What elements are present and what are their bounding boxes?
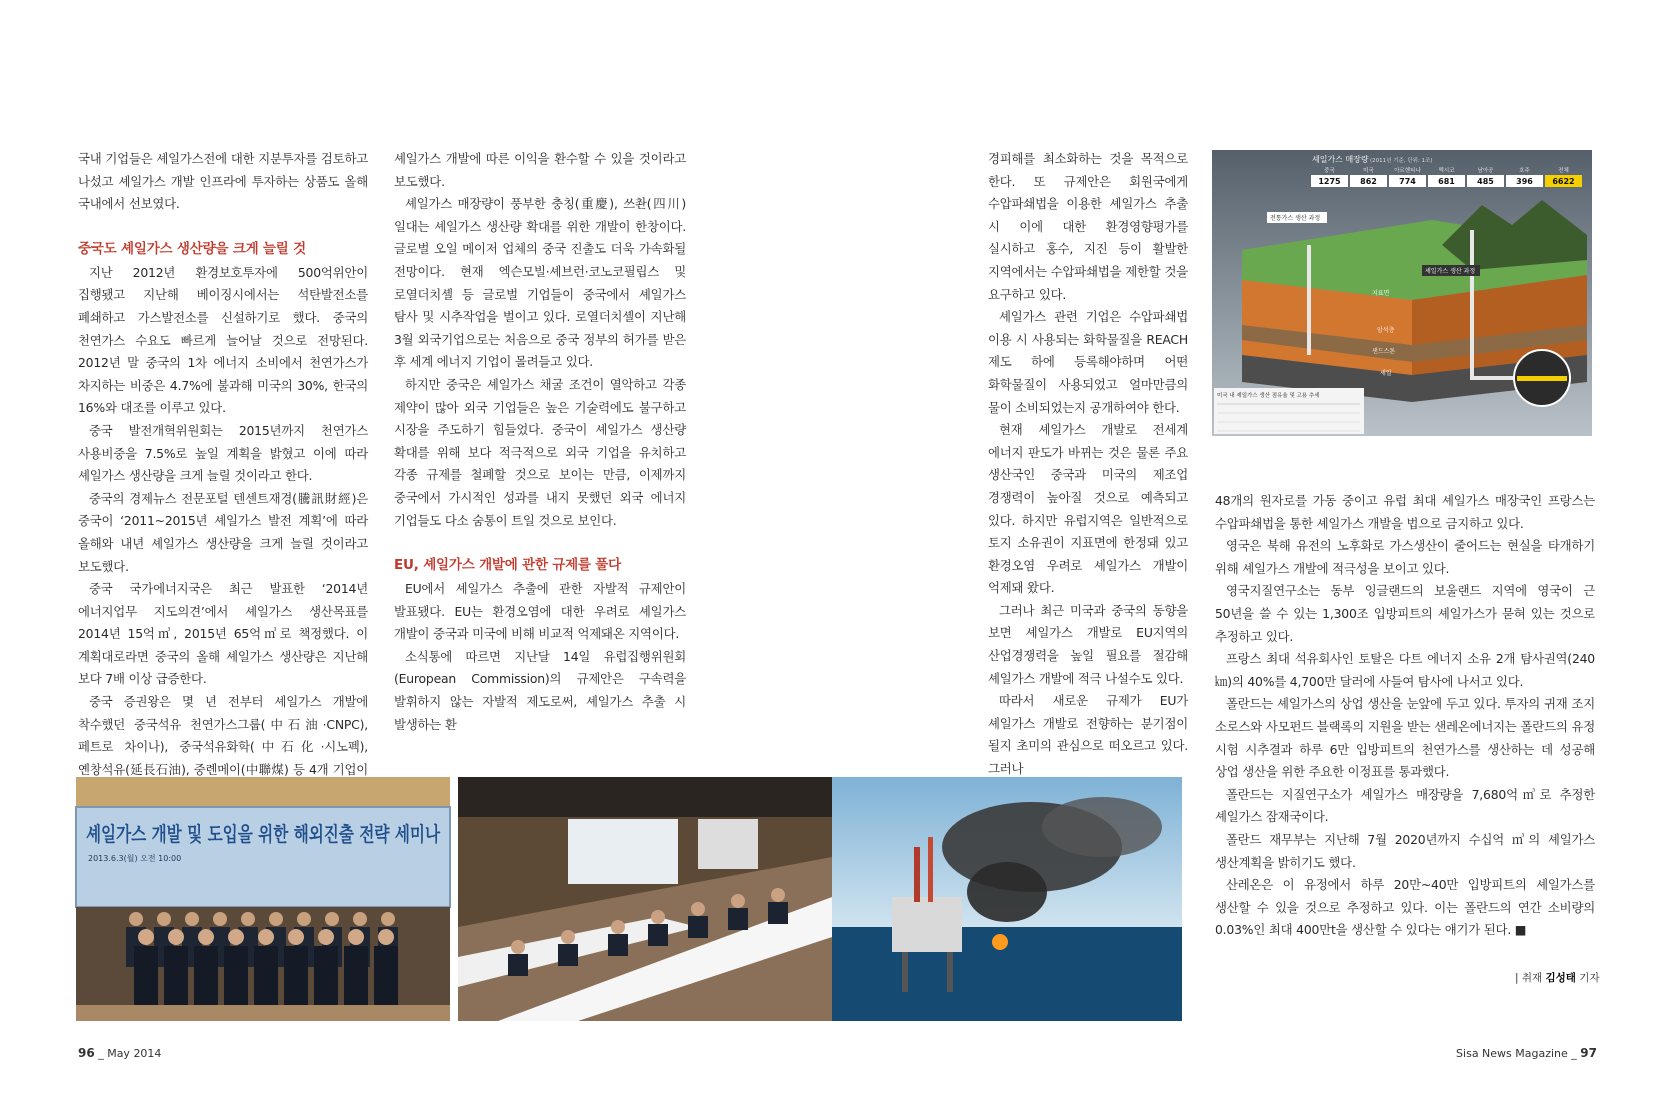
person-head (381, 912, 395, 926)
paragraph: 소식통에 따르면 지난달 14일 유럽집행위원회(European Commission)의 규제안은 구속력을 발휘하지 않는 자발적 제도로써, 셰일가스 추출 시 발생하는 환 (394, 648, 686, 732)
person-head (348, 929, 364, 945)
conference-room-photo (458, 777, 832, 1021)
person-head (353, 912, 367, 926)
person-head (213, 912, 227, 926)
person-body (608, 934, 628, 956)
seminar-photo-graphic (76, 777, 450, 1021)
shale-layer-label: 셰일 (1380, 370, 1392, 377)
shale-well (1470, 230, 1474, 380)
oil-rig (892, 897, 962, 952)
page-number-right: 97 (1580, 1046, 1597, 1060)
seminar-banner-date: 2013.6.3(월) 오전 10:00 (88, 854, 182, 863)
person-head (269, 912, 283, 926)
person-head (185, 912, 199, 926)
person-body (558, 944, 578, 966)
banner (698, 819, 758, 869)
paragraph: 프랑스 최대 석유회사인 토탈은 다트 에너지 소유 2개 탐사권역(240㎞)의 40%를 4,700만 달러에 사들여 탐사에 나서고 있다. (1215, 651, 1595, 689)
person-body (284, 946, 308, 1006)
byline-suffix: 기자 (1579, 972, 1600, 984)
reserve-country: 호주 (1519, 168, 1530, 174)
paragraph: 현재 셰일가스 개발로 전세계 에너지 판도가 바뀌는 것은 물론 주요 생산국인 중국과 미국의 제조업 경쟁력이 높아질 것으로 예측되고 있다. 하지만 유럽지역은 일반적으로 토지 소유권이 지표면에 한정돼 있고 환경오염 우려로 셰일가스 개발이 억제돼 왔다. (988, 422, 1188, 596)
flare-fire (992, 934, 1008, 950)
person-body (314, 946, 338, 1006)
person-head (138, 929, 154, 945)
paragraph: 셰일가스 개발에 따른 이익을 환수할 수 있을 것이라고 보도했다. (394, 151, 686, 189)
person-head (378, 929, 394, 945)
reporter-name: 김성태 (1545, 972, 1576, 984)
person-head (288, 929, 304, 945)
page-footer-right (1456, 1046, 1597, 1060)
paragraph: 중국 증권왕은 몇 년 전부터 셰일가스 개발에 착수했던 중국석유 천연가스그룹(中石油·CNPC), 페트로 차이나), 중국석유화학(中石化·시노펙), 옌창석유(延長石油), 중롄메이(中聯煤) 등 4개 기업이 (78, 694, 368, 777)
paragraph: EU에서 셰일가스 추출에 관한 자발적 규제안이 발표됐다. EU는 환경오염에 대한 우려로 셰일가스 개발이 중국과 미국에 비해 비교적 억제돼온 지역이다. (394, 581, 686, 642)
person-head (318, 929, 334, 945)
reserve-value: 862 (1360, 177, 1377, 186)
person-body (648, 924, 668, 946)
conference-photo-graphic (458, 777, 832, 1021)
person-body (194, 946, 218, 1006)
person-head (168, 929, 184, 945)
paragraph: 지난 2012년 환경보호투자에 500억위안이 집행됐고 지난해 베이징시에서는 석탄발전소를 폐쇄하고 가스발전소를 신설하기로 했다. 중국의 천연가스 수요도 빠르게 늘어날 것으로 전망된다. 2012년 말 중국의 1차 에너지 소비에서 천연가스가 차지하는 비중은 4.7%에 불과해 미국의 30%, 한국의 16%와 대조를 이루고 있다. (78, 264, 368, 416)
paragraph: 산레온은 이 유정에서 하루 20만~40만 입방피트의 셰일가스를 생산할 수 있을 것으로 추정하고 있다. 이는 폴란드의 연간 소비량의 0.03%인 최대 400만t을 생산할 수 있다는 얘기가 된다. ■ (1215, 877, 1595, 938)
conventional-label: 전통가스 생산 과정 (1270, 215, 1321, 222)
article-column-2 (394, 148, 686, 736)
reserve-country: 미국 (1363, 168, 1374, 174)
paragraph: 하지만 중국은 셰일가스 채굴 조건이 열악하고 각종 제약이 많아 외국 기업들은 높은 기술력에도 불구하고 시장을 주도하기 힘들었다. 중국이 셰일가스 생산량 확대를 위해 보다 적극적으로 외국 기업을 유치하고 각종 규제를 철폐할 것으로 보이는 만큼, 이제까지 중국에서 가시적인 성과를 내지 못했던 외국 에너지 기업들도 다소 숨통이 트일 것으로 보인다. (394, 376, 686, 528)
person-body (254, 946, 278, 1006)
person-head (297, 912, 311, 926)
paragraph: 영국은 북해 유전의 노후화로 가스생산이 줄어드는 현실을 타개하기 위해 셰일가스 개발에 적극성을 보이고 있다. (1215, 538, 1595, 576)
person-body (344, 946, 368, 1006)
reserve-value: 774 (1399, 177, 1416, 186)
paragraph: 그러나 최근 미국과 중국의 동향을 보면 셰일가스 개발로 EU지역의 산업경쟁력을 높일 필요를 절감해 셰일가스 개발에 적극 나설수도 있다. (988, 602, 1188, 686)
paragraph: 중국 발전개혁위원회는 2015년까지 천연가스 사용비중을 7.5%로 높일 계획을 밝혔고 이에 따라 셰일가스 생산량을 크게 늘릴 것이라고 한다. (78, 422, 368, 484)
paragraph: 영국지질연구소는 동부 잉글랜드의 보울랜드 지역에 영국이 근 50년을 쓸 수 있는 1,300조 입방피트의 셰일가스가 묻혀 있는 것으로 추정하고 있다. (1215, 583, 1595, 644)
table-title: 미국 내 셰일가스 생산 점유율 및 고용 추세 (1217, 393, 1320, 399)
person-head (731, 894, 745, 908)
article-column-1 (78, 148, 368, 804)
paragraph: 경피해를 최소화하는 것을 목적으로 한다. 또 규제안은 회원국에게 수압파쇄법을 이용한 셰일가스 추출 시 이에 대한 환경영향평가를 실시하고 홍수, 지진 등이 활발한 지역에서는 수압파쇄법을 제한할 것을 요구하고 있다. (988, 151, 1188, 302)
person-head (611, 920, 625, 934)
paragraph: 셰일가스 매장량이 풍부한 충칭(重慶), 쓰촨(四川) 일대는 셰일가스 생산량 확대를 위한 개발이 한창이다. 글로벌 오일 메이저 업체의 중국 진출도 더욱 가속화될 전망이다. 현재 엑슨모빌·셰브런·코노코필립스 및 로열더치셸 등 글로벌 기업들이 중국에서 셰일가스 탐사 및 시추작업을 벌이고 있다. 로열더치셸이 지난해 3월 외국기업으로는 처음으로 중국 정부의 허가를 받은 후 세계 에너지 기업이 몰려들고 있다. (394, 196, 686, 370)
reserve-value: 1275 (1318, 177, 1341, 186)
person-body (134, 946, 158, 1006)
section-heading-eu: EU, 셰일가스 개발에 관한 규제를 풀다 (394, 557, 621, 574)
surface-label: 지표면 (1372, 290, 1390, 297)
magazine-name: Sisa News Magazine _ (1456, 1047, 1577, 1060)
person-body (768, 902, 788, 924)
conventional-well (1307, 245, 1311, 355)
person-head (651, 910, 665, 924)
reserve-country: 전체 (1558, 168, 1569, 174)
paragraph: 따라서 새로운 규제가 EU가 셰일가스 개발로 전향하는 분기점이 될지 초미의 관심으로 떠오르고 있다. 그러나 (988, 693, 1188, 777)
person-head (771, 888, 785, 902)
paragraph: 국내 기업들은 셰일가스전에 대한 지분투자를 검토하고 나섰고 셰일가스 개발 인프라에 투자하는 상품도 올해 국내에서 선보였다. (78, 151, 368, 212)
offshore-rig-photo (832, 777, 1182, 1021)
shale-process-label: 셰일가스 생산 과정 (1425, 268, 1476, 275)
person-head (198, 929, 214, 945)
person-body (224, 946, 248, 1006)
paragraph: 48개의 원자로를 가동 중이고 유럽 최대 셰일가스 매장국인 프랑스는 수압파쇄법을 통한 셰일가스 개발을 법으로 금지하고 있다. (1215, 493, 1595, 531)
person-body (508, 954, 528, 976)
paragraph: 셰일가스 관련 기업은 수압파쇄법 이용 시 사용되는 화학물질을 REACH 제도 하에 등록해야하며 어떤 화학물질이 사용되었고 얼마만큼의 물이 소비되었는지 공개하여야 한다. (988, 309, 1188, 415)
person-head (691, 902, 705, 916)
paragraph: 폴란드는 셰일가스의 상업 생산을 눈앞에 두고 있다. 투자의 귀재 조지 소로스와 사모펀드 블랙록의 지원을 받는 샌레온에너지는 폴란드의 유정 시험 시추결과 하루 6만 입방피트의 천연가스를 생산하는 데 성공해 상업 생산을 위한 주요한 이정표를 통과했다. (1215, 696, 1595, 780)
paragraph: 중국 국가에너지국은 최근 발표한 ‘2014년 에너지업무 지도의견’에서 셰일가스 생산목표를 2014년 15억㎥, 2015년 65억㎥로 책정했다. 이 계획대로라면 중국의 올해 셰일가스 생산량은 지난해 보다 7배 이상 급증한다. (78, 581, 368, 687)
person-head (325, 912, 339, 926)
person-head (561, 930, 575, 944)
seminar-banner-title: 셰일가스 개발 및 도입을 위한 해외진출 전략 세미나 (86, 822, 441, 846)
page-number-left: 96 (78, 1046, 95, 1060)
issue-date: _ May 2014 (98, 1047, 162, 1060)
article-column-4 (1215, 490, 1595, 942)
page-footer-left (78, 1046, 161, 1060)
projection-screen (568, 819, 678, 884)
seminar-group-photo (76, 777, 450, 1021)
article-column-3 (988, 148, 1188, 781)
reserve-value: 485 (1477, 177, 1494, 186)
person-body (164, 946, 188, 1006)
paragraph: 중국의 경제뉴스 전문포털 텐센트재경(騰訊財經)은 중국이 ‘2011~2015년 셰일가스 발전 계획’에 따라 올해와 내년 셰일가스 생산량을 크게 늘릴 것이라고 보도했다. (78, 490, 368, 574)
reserve-country: 남아공 (1477, 168, 1494, 174)
infographic-graphic (1212, 150, 1592, 436)
person-body (374, 946, 398, 1006)
byline (1515, 970, 1600, 985)
byline-prefix: | 취재 (1515, 972, 1543, 984)
person-body (728, 908, 748, 930)
reserve-country: 멕시코 (1438, 168, 1455, 174)
rock-label: 암석층 (1377, 327, 1395, 334)
reserve-country: 중국 (1324, 168, 1335, 174)
person-head (511, 940, 525, 954)
person-head (241, 912, 255, 926)
infographic-title: 셰일가스 매장량 (1312, 155, 1369, 164)
rig-photo-graphic (832, 777, 1182, 1021)
reserve-value: 681 (1438, 177, 1455, 186)
sandstone-label: 샌드스톤 (1372, 348, 1396, 355)
paragraph: 폴란드 재무부는 지난해 7월 2020년까지 수십억 ㎥의 셰일가스 생산계획을 밝히기도 했다. (1215, 831, 1595, 870)
person-head (129, 912, 143, 926)
reserve-value: 396 (1516, 177, 1533, 186)
reserve-country: 아르헨티나 (1394, 168, 1421, 174)
person-head (157, 912, 171, 926)
infographic-subtitle: (2011년 기준, 단위: 1조) (1370, 158, 1433, 164)
person-body (688, 916, 708, 938)
shale-gas-infographic (1212, 150, 1592, 436)
fracture-pipe (1517, 376, 1567, 381)
person-head (228, 929, 244, 945)
person-head (258, 929, 274, 945)
section-heading-china: 중국도 셰일가스 생산량을 크게 늘릴 것 (78, 240, 306, 257)
paragraph: 폴란드는 지질연구소가 셰일가스 매장량을 7,680억㎥로 추정한 셰일가스 잠재국이다. (1215, 786, 1595, 825)
reserve-value: 6622 (1552, 177, 1575, 186)
